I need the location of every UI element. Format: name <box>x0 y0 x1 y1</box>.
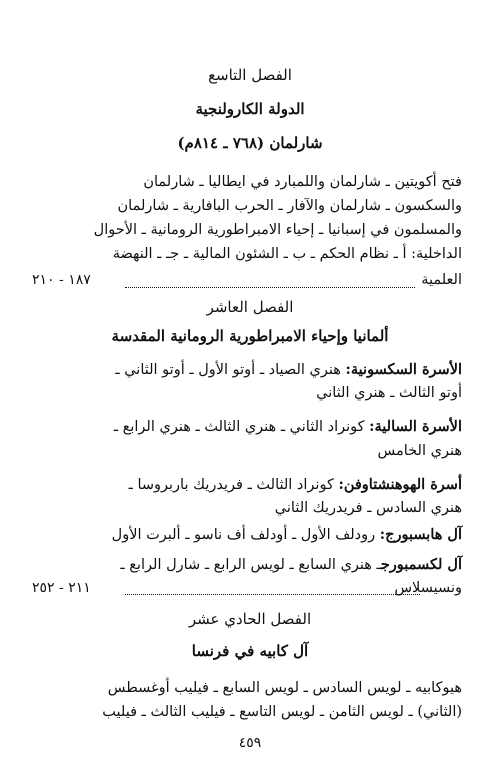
entry-salian-text: كونراد الثاني ـ هنري الثالث ـ هنري الرابع ـ <box>113 419 370 435</box>
chapter11-heading: الفصل الحادي عشر <box>188 610 312 628</box>
entry-saxon-line-2: أوتو الثالث ـ هنري الثاني <box>316 385 462 401</box>
chapter9-dot-leader <box>125 287 415 288</box>
entry-habsburg-text: رودلف الأول ـ أودلف أف ناسو ـ ألبرت الأول <box>111 527 380 543</box>
chapter10-last-line: ونسيسلاس <box>394 580 462 596</box>
chapter9-line-3: والمسلمون في إسبانيا ـ إحياء الامبراطورية الرومانية ـ الأحوال <box>93 222 462 238</box>
chapter11-title: آل كابيه في فرنسا <box>191 642 309 660</box>
entry-luxembourg-lead: آل لكسمبورج <box>380 556 462 573</box>
chapter9-line-4: الداخلية: أ ـ نظام الحكم ـ ب ـ الشئون المالية ـ جـ ـ النهضة <box>112 246 462 262</box>
chapter9-pages: ١٨٧ - ٢١٠ <box>32 272 91 288</box>
chapter9-title: الدولة الكارولنجية <box>195 100 305 118</box>
chapter9-line-2: والسكسون ـ شارلمان والآفار ـ الحرب البافارية ـ شارلمان <box>117 198 462 214</box>
entry-salian-line-1 <box>114 418 462 435</box>
entry-hohenstaufen-lead: أسرة الهوهنشتاوفن: <box>338 476 462 493</box>
entry-hohenstaufen-text: كونراد الثالث ـ فريدريك باربروسا ـ <box>128 477 339 493</box>
chapter9-line-1: فتح أكويتين ـ شارلمان واللمبارد في ايطاليا ـ شارلمان <box>143 174 462 190</box>
entry-salian-lead: الأسرة السالية: <box>369 418 462 435</box>
entry-saxon-lead: الأسرة السكسونية: <box>345 361 462 378</box>
entry-saxon-text: هنري الصياد ـ أوتو الأول ـ أوتو الثاني ـ <box>115 362 346 378</box>
entry-saxon-line-1 <box>115 361 462 378</box>
chapter10-title: ألمانيا وإحياء الامبراطورية الرومانية المقدسة <box>111 327 389 345</box>
chapter10-heading: الفصل العاشر <box>206 298 294 316</box>
chapter10-dot-leader <box>125 594 420 595</box>
chapter11-line-2: (الثاني) ـ لويس الثامن ـ لويس التاسع ـ فيليب الثالث ـ فيليب <box>102 704 462 720</box>
entry-salian-line-2: هنري الخامس <box>377 443 462 459</box>
page-number: ٤٥٩ <box>238 735 262 751</box>
entry-habsburg-line <box>112 526 462 543</box>
entry-luxembourg-text: ـ هنري السابع ـ لويس الرابع ـ شارل الرابع ـ <box>120 557 381 573</box>
entry-habsburg-lead: آل هابسبورج: <box>379 526 462 543</box>
chapter9-last-line: العلمية <box>421 272 462 288</box>
entry-hohenstaufen-line-1 <box>129 476 462 493</box>
chapter9-heading: الفصل التاسع <box>208 66 292 84</box>
chapter11-line-1: هيوكابيه ـ لويس السادس ـ لويس السابع ـ فيليب أوغسطس <box>107 680 462 696</box>
chapter10-pages: ٢١١ - ٢٥٢ <box>32 580 91 596</box>
entry-luxembourg-line <box>120 556 462 573</box>
chapter9-subtitle: شارلمان (٧٦٨ ـ ٨١٤م) <box>177 134 323 152</box>
entry-hohenstaufen-line-2: هنري السادس ـ فريدريك الثاني <box>274 500 462 516</box>
